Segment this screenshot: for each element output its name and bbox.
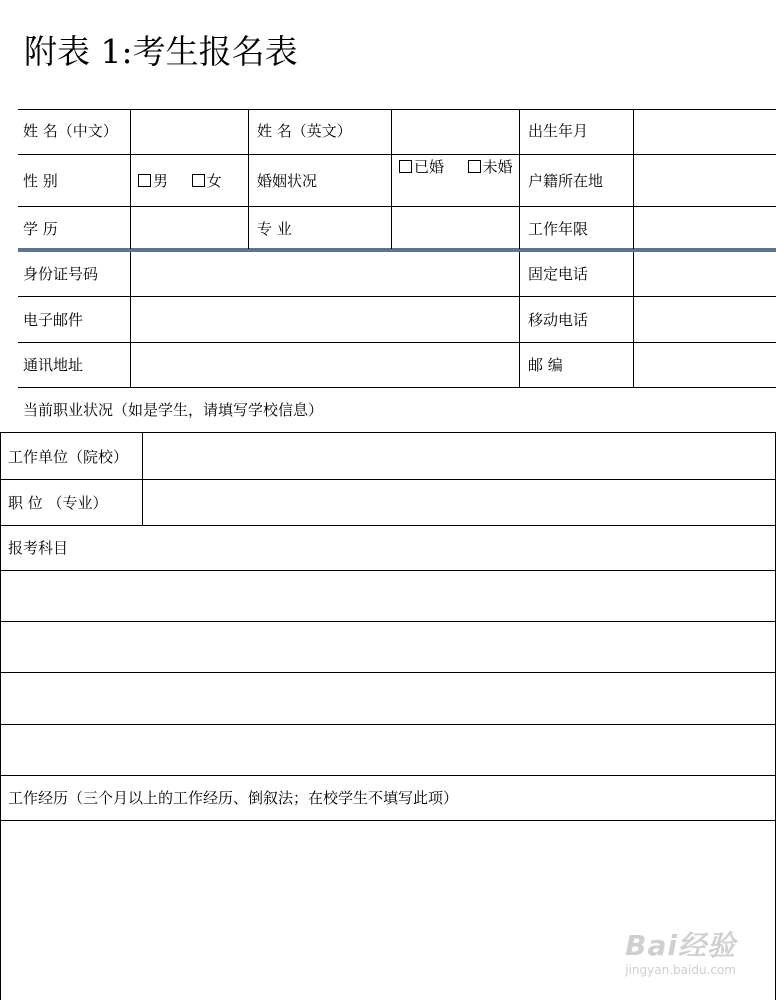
section-divider <box>18 248 776 252</box>
occupation-status-label: 当前职业状况（如是学生，请填写学校信息） <box>23 401 324 419</box>
page-title: 附表 1:考生报名表 <box>24 32 298 71</box>
gender-options <box>138 171 222 191</box>
subject-entry-row[interactable] <box>1 673 775 724</box>
work-experience-label: 工作经历（三个月以上的工作经历、倒叙法；在校学生不填写此项） <box>8 789 459 807</box>
female-checkbox[interactable]: 女 <box>192 172 222 190</box>
birth-label: 出生年月 <box>528 122 589 140</box>
name-cn-label: 姓 名（中文） <box>23 122 118 140</box>
major-label: 专 业 <box>257 220 292 238</box>
work-years-label: 工作年限 <box>528 220 589 238</box>
subject-entry-row[interactable] <box>1 622 775 672</box>
education-label: 学 历 <box>23 220 58 238</box>
married-checkbox[interactable]: 已婚 <box>399 158 444 176</box>
watermark-url: jingyan.baidu.com <box>625 963 736 977</box>
employer-label: 工作单位（院校） <box>8 448 129 466</box>
male-checkbox[interactable]: 男 <box>138 172 168 190</box>
marital-options <box>399 157 513 177</box>
name-en-label: 姓 名（英文） <box>257 122 352 140</box>
gender-label: 性 别 <box>23 172 58 190</box>
unmarried-checkbox[interactable]: 未婚 <box>468 158 513 176</box>
watermark-logo: Bai经验 <box>625 929 736 962</box>
exam-subjects-label: 报考科目 <box>8 539 69 557</box>
hukou-label: 户籍所在地 <box>528 172 604 190</box>
baidu-watermark <box>625 930 736 978</box>
landline-label: 固定电话 <box>528 265 589 283</box>
postcode-label: 邮 编 <box>528 356 563 374</box>
address-label: 通讯地址 <box>23 356 84 374</box>
subject-entry-row[interactable] <box>1 725 775 775</box>
mobile-label: 移动电话 <box>528 311 589 329</box>
subject-entry-row[interactable] <box>1 571 775 621</box>
marital-label: 婚姻状况 <box>257 172 318 190</box>
position-label: 职 位 （专业） <box>8 494 108 512</box>
id-number-label: 身份证号码 <box>23 265 99 283</box>
email-label: 电子邮件 <box>23 311 84 329</box>
